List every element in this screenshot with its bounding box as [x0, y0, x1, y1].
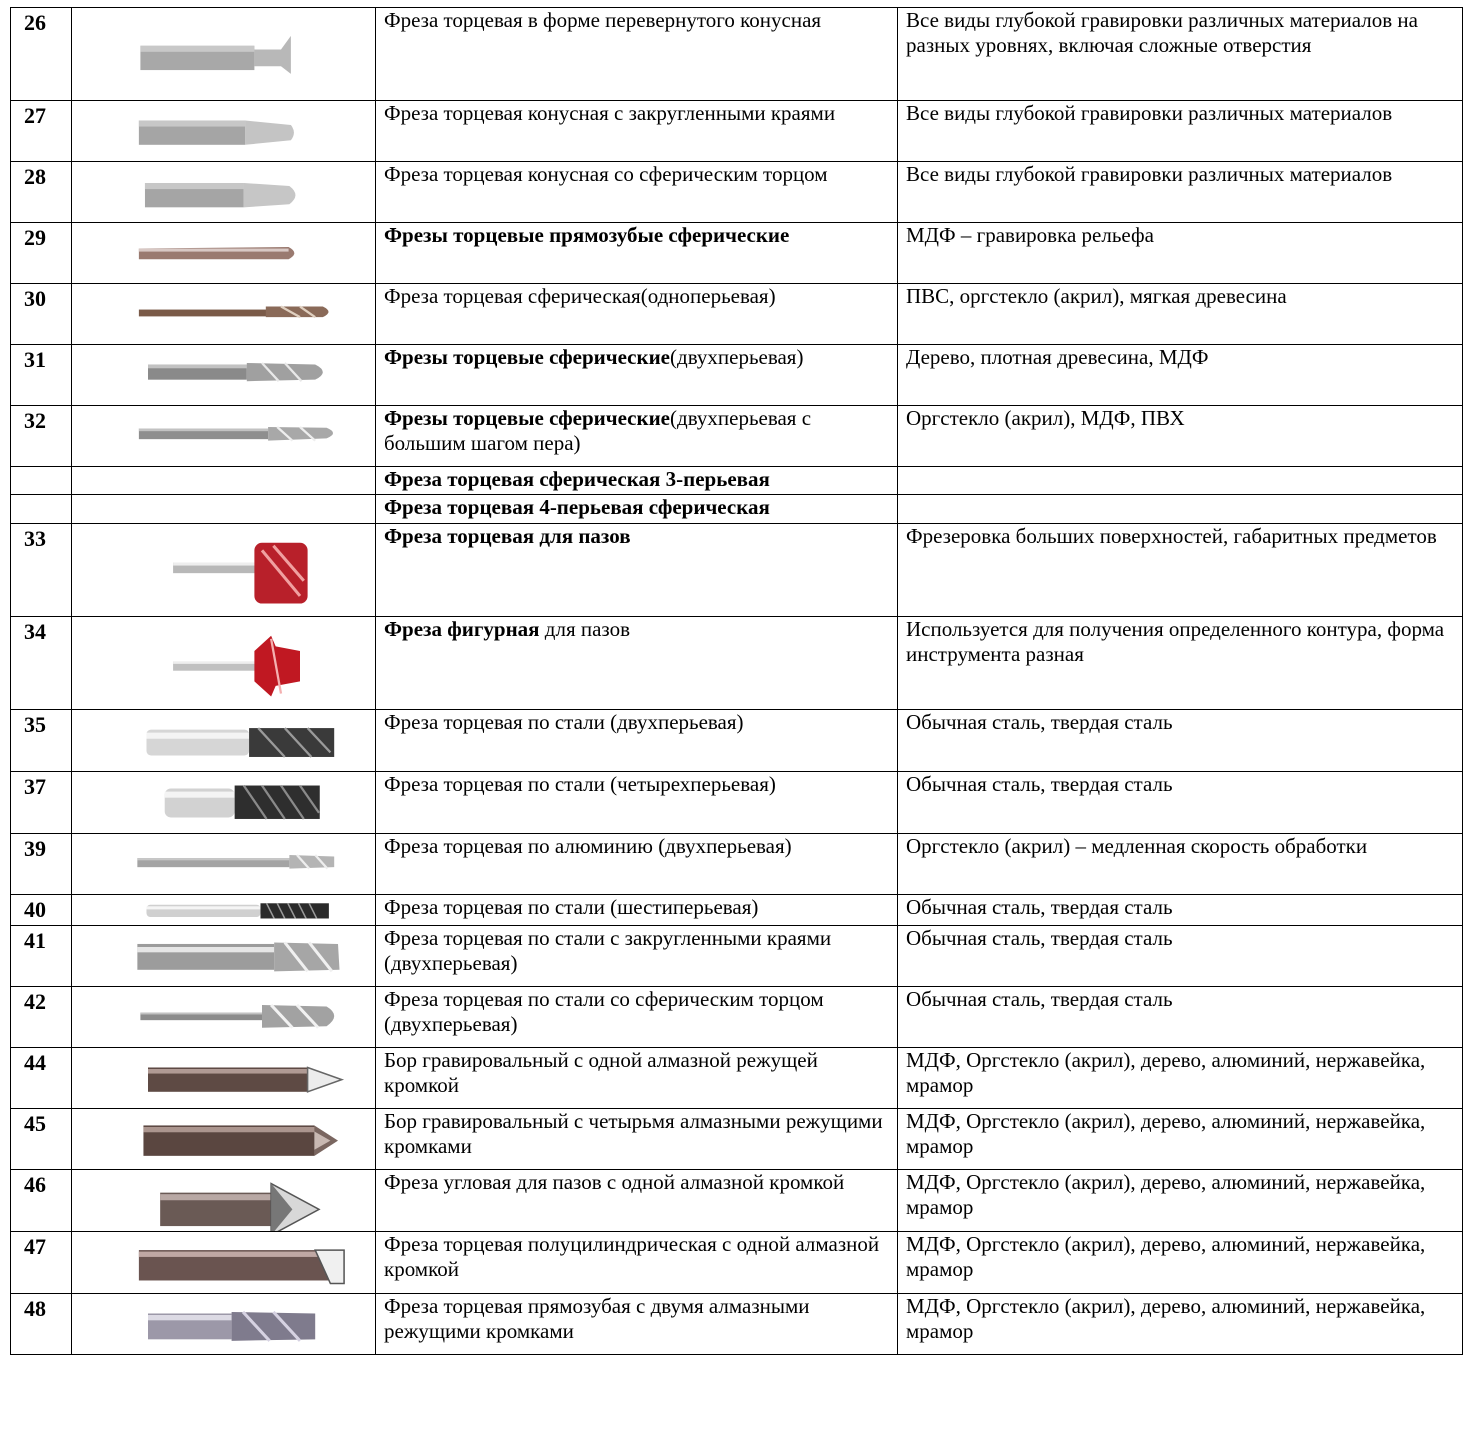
tool-image: [72, 926, 376, 987]
tool-application: Все виды глубокой гравировки различных материалов: [898, 162, 1463, 223]
tool-name: [376, 926, 898, 987]
tool-name-text: Фреза торцевая полуцилиндрическая с одной алмазной кромкой: [384, 1232, 880, 1281]
tool-application: Все виды глубокой гравировки различных материалов: [898, 101, 1463, 162]
tool-name-text: Фреза торцевая по стали с закругленными краями (двухперьевая): [384, 926, 832, 975]
tool-image: [72, 834, 376, 895]
row-number: 37: [11, 772, 72, 834]
ball-nose-steel-endmill-icon: [72, 987, 376, 1048]
tool-name-text: Фреза торцевая конусная со сферическим торцом: [384, 162, 828, 186]
row-number: 33: [11, 524, 72, 617]
single-edge-engraving-bur-icon: [72, 1048, 376, 1109]
tool-image: [72, 617, 376, 710]
tapered-ball-cutter-icon: [72, 162, 376, 223]
tool-name: [376, 223, 898, 284]
table-row: [11, 406, 1463, 467]
tool-name: [376, 495, 898, 524]
tool-application: Фрезеровка больших поверхностей, габаритных предметов: [898, 524, 1463, 617]
row-number: 31: [11, 345, 72, 406]
tool-name: [376, 987, 898, 1048]
table-row: [11, 101, 1463, 162]
table-row: [11, 162, 1463, 223]
tool-application: Обычная сталь, твердая сталь: [898, 926, 1463, 987]
aluminum-endmill-icon: [72, 834, 376, 895]
tool-name-bold: Фреза фигурная: [384, 617, 540, 641]
tool-name: [376, 524, 898, 617]
tool-application: МДФ, Оргстекло (акрил), дерево, алюминий, нержавейка, мрамор: [898, 1048, 1463, 1109]
tool-image: [72, 987, 376, 1048]
table-row: [11, 772, 1463, 834]
table-row: [11, 895, 1463, 926]
tool-name: [376, 345, 898, 406]
tool-name: [376, 467, 898, 495]
tool-application: Обычная сталь, твердая сталь: [898, 772, 1463, 834]
table-row: [11, 223, 1463, 284]
table-row: [11, 524, 1463, 617]
tool-name: [376, 162, 898, 223]
tool-name: [376, 617, 898, 710]
row-number: [11, 467, 72, 495]
tool-name: [376, 1232, 898, 1294]
tool-image: [72, 467, 376, 495]
tool-name: [376, 772, 898, 834]
tool-name: [376, 895, 898, 926]
tool-application: Обычная сталь, твердая сталь: [898, 710, 1463, 772]
long-pitch-ball-cutter-icon: [72, 406, 376, 467]
tool-name-text: (двухперьевая): [670, 345, 804, 369]
tool-image: [72, 406, 376, 467]
cutters-table: [10, 7, 1463, 1355]
tool-name-text: Фреза торцевая в форме перевернутого конусная: [384, 8, 822, 32]
tool-application: Все виды глубокой гравировки различных материалов на разных уровнях, включая сложные отверстия: [898, 8, 1463, 101]
tool-image: [72, 1294, 376, 1355]
tool-image: [72, 284, 376, 345]
tool-name-text: Фреза торцевая по стали (шестиперьевая): [384, 895, 759, 919]
tool-name-text: Бор гравировальный с одной алмазной режущей кромкой: [384, 1048, 818, 1097]
tool-name: [376, 101, 898, 162]
table-row: [11, 926, 1463, 987]
six-flute-steel-endmill-icon: [72, 895, 376, 926]
row-number: 30: [11, 284, 72, 345]
row-number: 28: [11, 162, 72, 223]
row-number: 32: [11, 406, 72, 467]
v-groove-cutter-icon: [72, 1170, 376, 1232]
tool-image: [72, 524, 376, 617]
tool-name-text: (двухперьевая с большим шагом пера): [384, 406, 812, 455]
tool-name-bold: Фреза торцевая сферическая 3-перьевая: [384, 467, 770, 491]
tool-image: [72, 162, 376, 223]
row-number: 29: [11, 223, 72, 284]
tool-application: МДФ, Оргстекло (акрил), дерево, алюминий, нержавейка, мрамор: [898, 1170, 1463, 1232]
tapered-rounded-cutter-icon: [72, 101, 376, 162]
table-row: [11, 834, 1463, 895]
table-row: [11, 495, 1463, 524]
row-number: 39: [11, 834, 72, 895]
row-number: 35: [11, 710, 72, 772]
tool-name-bold: Фреза торцевая 4-перьевая сферическая: [384, 495, 770, 519]
table-row: [11, 284, 1463, 345]
tool-name-text: Фреза торцевая сферическая(одноперьевая): [384, 284, 776, 308]
table-row: [11, 8, 1463, 101]
tool-application: [898, 495, 1463, 524]
tool-name-text: для пазов: [539, 617, 631, 641]
tool-name-text: Фреза торцевая по алюминию (двухперьевая): [384, 834, 792, 858]
row-number: 41: [11, 926, 72, 987]
tool-image: [72, 495, 376, 524]
single-flute-ball-cutter-icon: [72, 284, 376, 345]
two-edge-straight-cutter-icon: [72, 1294, 376, 1355]
tool-name-text: Фреза торцевая конусная с закругленными краями: [384, 101, 836, 125]
tool-image: [72, 345, 376, 406]
tool-name-text: Бор гравировальный с четырьмя алмазными режущими кромками: [384, 1109, 883, 1158]
tool-name-text: Фреза торцевая по стали (четырехперьевая): [384, 772, 776, 796]
row-number: 46: [11, 1170, 72, 1232]
corner-radius-endmill-icon: [72, 926, 376, 987]
tool-application: Оргстекло (акрил), МДФ, ПВХ: [898, 406, 1463, 467]
tool-image: [72, 710, 376, 772]
tool-name: [376, 1170, 898, 1232]
inverted-cone-cutter-icon: [72, 8, 376, 101]
tool-application: ПВС, оргстекло (акрил), мягкая древесина: [898, 284, 1463, 345]
tool-name-bold: Фрезы торцевые сферические: [384, 345, 671, 369]
tool-image: [72, 1109, 376, 1170]
tool-application: Оргстекло (акрил) – медленная скорость обработки: [898, 834, 1463, 895]
four-edge-engraving-bur-icon: [72, 1109, 376, 1170]
tool-application: Используется для получения определенного контура, форма инструмента разная: [898, 617, 1463, 710]
half-cylinder-cutter-icon: [72, 1232, 376, 1294]
tool-name-text: Фреза торцевая прямозубая с двумя алмазными режущими кромками: [384, 1294, 810, 1343]
two-flute-steel-endmill-icon: [72, 710, 376, 772]
tool-name-text: Фреза торцевая по стали (двухперьевая): [384, 710, 744, 734]
tool-name: [376, 406, 898, 467]
tool-name: [376, 1109, 898, 1170]
row-number: [11, 495, 72, 524]
row-number: 48: [11, 1294, 72, 1355]
row-number: 42: [11, 987, 72, 1048]
row-number: 34: [11, 617, 72, 710]
tool-name-bold: Фрезы торцевые сферические: [384, 406, 671, 430]
profile-router-bit-icon: [72, 617, 376, 710]
tool-image: [72, 895, 376, 926]
table-row: [11, 1294, 1463, 1355]
tool-application: МДФ – гравировка рельефа: [898, 223, 1463, 284]
tool-image: [72, 101, 376, 162]
tool-name-text: Фреза торцевая по стали со сферическим торцом (двухперьевая): [384, 987, 824, 1036]
four-flute-steel-endmill-icon: [72, 772, 376, 834]
table-row: [11, 345, 1463, 406]
row-number: 44: [11, 1048, 72, 1109]
tool-image: [72, 1232, 376, 1294]
tool-application: Дерево, плотная древесина, МДФ: [898, 345, 1463, 406]
table-row: [11, 617, 1463, 710]
tool-application: Обычная сталь, твердая сталь: [898, 895, 1463, 926]
tool-application: МДФ, Оргстекло (акрил), дерево, алюминий, нержавейка, мрамор: [898, 1294, 1463, 1355]
tool-application: МДФ, Оргстекло (акрил), дерево, алюминий, нержавейка, мрамор: [898, 1109, 1463, 1170]
table-row: [11, 987, 1463, 1048]
tool-application: Обычная сталь, твердая сталь: [898, 987, 1463, 1048]
tool-name: [376, 1048, 898, 1109]
table-row: [11, 1232, 1463, 1294]
row-number: 26: [11, 8, 72, 101]
tool-image: [72, 8, 376, 101]
table-row: [11, 1170, 1463, 1232]
table-row: [11, 1109, 1463, 1170]
tool-name: [376, 834, 898, 895]
table-body: [11, 8, 1463, 1355]
tool-name: [376, 1294, 898, 1355]
row-number: 45: [11, 1109, 72, 1170]
row-number: 40: [11, 895, 72, 926]
tool-name: [376, 8, 898, 101]
tool-name-bold: Фреза торцевая для пазов: [384, 524, 631, 548]
straight-ball-cutter-icon: [72, 223, 376, 284]
tool-name: [376, 710, 898, 772]
tool-name: [376, 284, 898, 345]
tool-image: [72, 1170, 376, 1232]
tool-image: [72, 223, 376, 284]
table-row: [11, 467, 1463, 495]
tool-name-bold: Фрезы торцевые прямозубые сферические: [384, 223, 790, 247]
row-number: 47: [11, 1232, 72, 1294]
tool-application: [898, 467, 1463, 495]
tool-image: [72, 772, 376, 834]
slot-router-bit-icon: [72, 524, 376, 617]
tool-application: МДФ, Оргстекло (акрил), дерево, алюминий, нержавейка, мрамор: [898, 1232, 1463, 1294]
tool-name-text: Фреза угловая для пазов с одной алмазной кромкой: [384, 1170, 845, 1194]
table-row: [11, 1048, 1463, 1109]
tool-image: [72, 1048, 376, 1109]
two-flute-ball-cutter-icon: [72, 345, 376, 406]
table-row: [11, 710, 1463, 772]
row-number: 27: [11, 101, 72, 162]
